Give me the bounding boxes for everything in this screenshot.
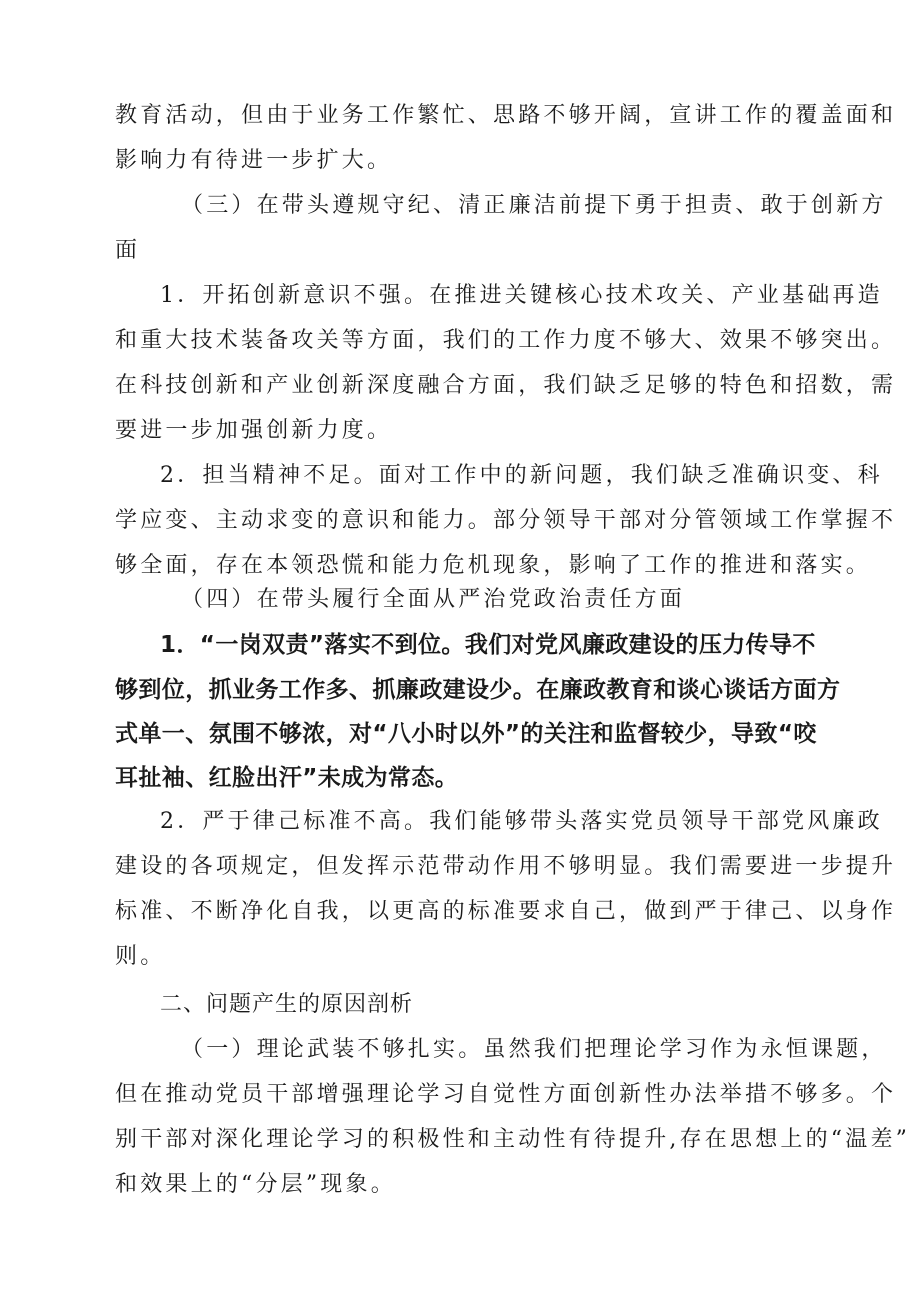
text-line: 2．严于律己标准不高。我们能够带头落实党员领导干部党风廉政: [160, 809, 883, 834]
bold-text-line: 耳扯袖、红脸出汗”未成为常态。: [115, 765, 459, 791]
text-line: （一）理论武装不够扎实。虽然我们把理论学习作为永恒课题，: [181, 1037, 887, 1062]
section-heading-3: （三）在带头遵规守纪、清正廉洁前提下勇于担责、敢于创新方: [181, 193, 887, 218]
section-heading-2: 二、问题产生的原因剖析: [160, 992, 414, 1017]
text-line: 和重大技术装备攻关等方面，我们的工作力度不够大、效果不够突出。: [115, 328, 897, 353]
bold-text-line: 够到位，抓业务工作多、抓廉政建设少。在廉政教育和谈心谈话方面方: [115, 677, 841, 703]
text-line: 1．开拓创新意识不强。在推进关键核心技术攻关、产业基础再造: [160, 283, 883, 308]
text-line: 2．担当精神不足。面对工作中的新问题，我们缺乏准确识变、科: [160, 463, 883, 488]
text-line: 教育活动，但由于业务工作繁忙、思路不够开阔，宣讲工作的覆盖面和: [115, 103, 897, 128]
bold-text-line: 1．“一岗双责”落实不到位。我们对党风廉政建设的压力传导不: [160, 632, 816, 658]
text-line: 标准、不断净化自我，以更高的标准要求自己，做到严于律己、以身作: [115, 899, 897, 924]
text-line: 影响力有待进一步扩大。: [115, 148, 393, 173]
text-line: 和效果上的“分层”现象。: [115, 1172, 396, 1197]
text-line: 学应变、主动求变的意识和能力。部分领导干部对分管领域工作掌握不: [115, 508, 897, 533]
text-line: 别干部对深化理论学习的积极性和主动性有待提升,存在思想上的“温差”: [115, 1127, 911, 1152]
text-line: 要进一步加强创新力度。: [115, 418, 393, 443]
section-heading-4: （四）在带头履行全面从严治党政治责任方面: [181, 587, 686, 612]
bold-text-line: 式单一、氛围不够浓，对“八小时以外”的关注和监督较少，导致“咬: [115, 721, 817, 747]
text-line: 建设的各项规定，但发挥示范带动作用不够明显。我们需要进一步提升: [115, 854, 897, 879]
text-line: 但在推动党员干部增强理论学习自觉性方面创新性办法举措不够多。个: [115, 1082, 897, 1107]
text-line: 面: [115, 238, 141, 263]
text-line: 够全面，存在本领恐慌和能力危机现象，影响了工作的推进和落实。: [115, 553, 872, 578]
text-line: 在科技创新和产业创新深度融合方面，我们缺乏足够的特色和招数，需: [115, 373, 897, 398]
text-line: 则。: [115, 944, 166, 969]
